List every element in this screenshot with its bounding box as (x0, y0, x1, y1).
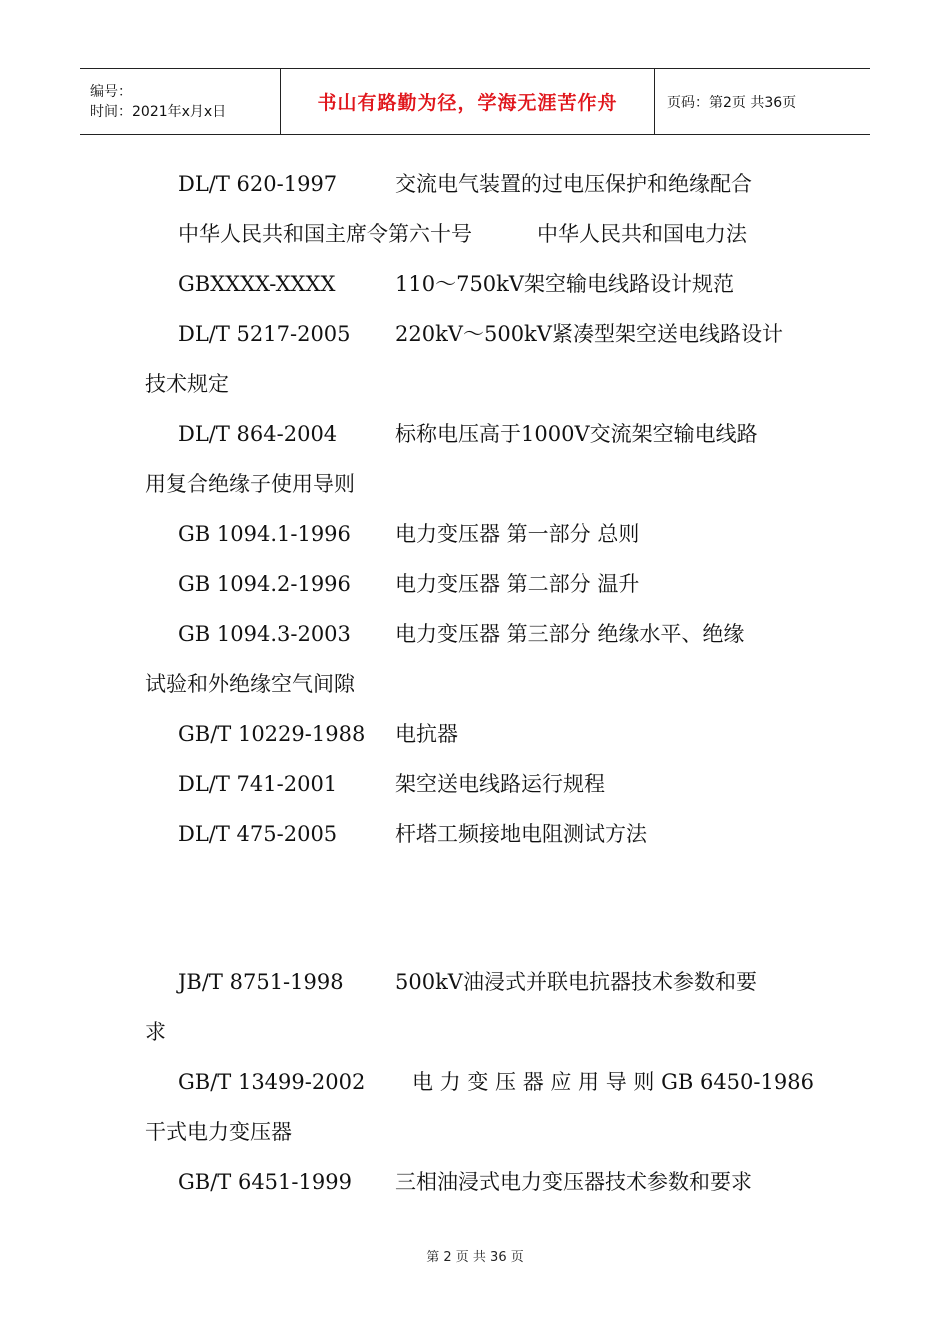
standard-code: GB 1094.1-1996 (178, 522, 351, 546)
standard-title: 电力变压器 第二部分 温升 (395, 572, 640, 596)
page-info: 页码：第2页 共36页 (667, 94, 797, 111)
standard-title: 500kV油浸式并联电抗器技术参数和要 (395, 970, 757, 994)
motto-text: 书山有路勤为径，学海无涯苦作舟 (317, 92, 618, 114)
standard-code: GB 1094.2-1996 (178, 572, 351, 596)
standard-code: GB/T 10229-1988 (178, 722, 366, 746)
standard-title-continued: 试验和外绝缘空气间隙 (145, 672, 355, 696)
standard-title: 220kV～500kV紧凑型架空送电线路设计 (395, 322, 783, 346)
standard-title: 110～750kV架空输电线路设计规范 (395, 272, 735, 296)
page-footer: 第 2 页 共 36 页 (426, 1250, 524, 1265)
standard-title-continued: 技术规定 (145, 372, 229, 396)
standard-code: 中华人民共和国主席令第六十号 (178, 222, 472, 246)
standard-code: DL/T 475-2005 (178, 822, 338, 846)
standard-code: GB 1094.3-2003 (178, 622, 351, 646)
standard-title-continued: 干式电力变压器 (145, 1120, 292, 1144)
number-label: 编号： (90, 83, 132, 100)
standard-code: DL/T 741-2001 (178, 772, 338, 796)
standard-title: 标称电压高于1000V交流架空输电线路 (395, 422, 758, 446)
standard-code: DL/T 864-2004 (178, 422, 338, 446)
standard-title: 中华人民共和国电力法 (537, 222, 747, 246)
standard-code: DL/T 5217-2005 (178, 322, 351, 346)
time-label: 时间：2021年x月x日 (90, 103, 227, 120)
standard-title: 交流电气装置的过电压保护和绝缘配合 (395, 172, 752, 196)
standard-title: 架空送电线路运行规程 (395, 772, 605, 796)
standard-code: GB/T 6451-1999 (178, 1170, 352, 1194)
standard-title: 三相油浸式电力变压器技术参数和要求 (395, 1170, 752, 1194)
standard-title: 电力变压器 第一部分 总则 (395, 522, 640, 546)
standard-code: GBXXXX-XXXX (178, 272, 336, 296)
standard-title: 电 力 变 压 器 应 用 导 则 GB 6450-1986 (412, 1070, 814, 1094)
standard-code: GB/T 13499-2002 (178, 1070, 366, 1094)
standard-code: DL/T 620-1997 (178, 172, 338, 196)
standard-code: JB/T 8751-1998 (178, 970, 344, 994)
standard-title: 杆塔工频接地电阻测试方法 (395, 822, 647, 846)
standard-title: 电力变压器 第三部分 绝缘水平、绝缘 (395, 622, 745, 646)
standard-title-continued: 求 (145, 1020, 166, 1044)
standard-title-continued: 用复合绝缘子使用导则 (145, 472, 355, 496)
standard-title: 电抗器 (395, 722, 458, 746)
